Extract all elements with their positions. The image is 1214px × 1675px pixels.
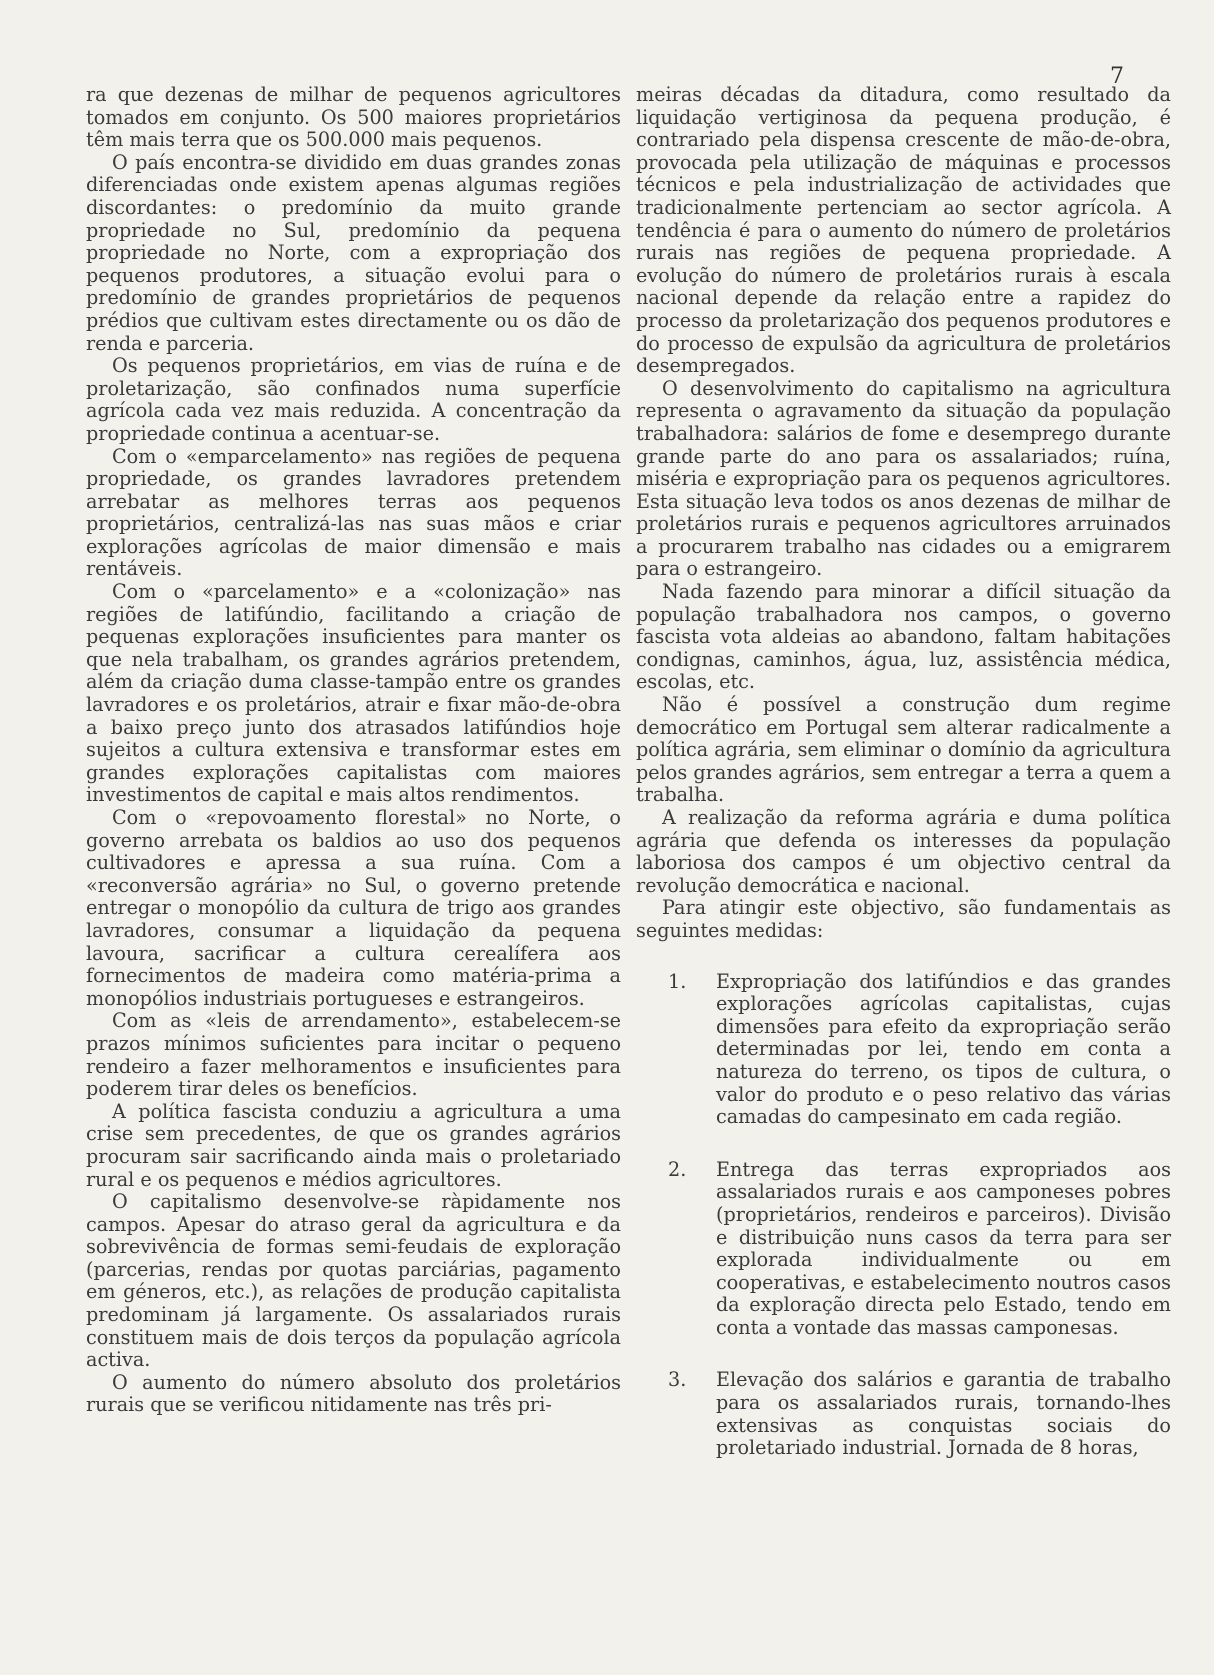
paragraph: O capitalismo desenvolve-se ràpidamente nos campos. Apesar do atraso geral da agricultura e da sobrevivência de formas semi-feudais de exploração (parcerias, rendas por quotas parciárias, pagamento em géneros, etc.), as relações de produção capitalista predominam já largamente. Os assalariados rurais constituem mais de dois terços da população agrícola activa. xyxy=(86,1190,621,1372)
page-number: 7 xyxy=(1110,64,1124,89)
paragraph: O desenvolvimento do capitalismo na agricultura representa o agravamento da situação da população trabalhadora: salários de fome e desemprego durante grande parte do ano para os assalariados; ruína, miséria e expropriação para os pequenos agricultores. Esta situação leva todos os anos dezenas de milhar de proletários rurais e pequenos agricultores arruinados a procurarem trabalho nas cidades ou a emigrarem para o estrangeiro. xyxy=(636,376,1171,581)
paragraph: ra que dezenas de milhar de pequenos agricultores tomados em conjunto. Os 500 maiores proprietários têm mais terra que os 500.000 mais pequenos. xyxy=(86,83,621,152)
paragraph: Com o «parcelamento» e a «colonização» nas regiões de latifúndio, facilitando a criação de pequenas explorações insuficientes para manter os que nela trabalham, os grandes agrários pretendem, além da criação duma classe-tampão entre os grandes lavradores e os proletários, atrair e fixar mão-de-obra a baixo preço junto dos atrasados latifúndios hoje sujeitos a cultura extensiva e transformar estes em grandes explorações capitalistas com maiores investimentos de capital e mais altos rendimentos. xyxy=(86,580,621,807)
paragraph: meiras décadas da ditadura, como resultado da liquidação vertiginosa da pequena produção, é contrariado pela dispensa crescente de mão-de-obra, provocada pela utilização de máquinas e processos técnicos e pela industrialização de actividades que tradicionalmente pertenciam ao sector agrícola. A tendência é para o aumento do número de proletários rurais nas regiões de pequena propriedade. A evolução do número de proletários rurais à escala nacional depende da relação entre a rapidez do processo da proletarização dos pequenos produtores e do processo de expulsão da agricultura de proletários desempregados. xyxy=(636,83,1171,378)
paragraph: Nada fazendo para minorar a difícil situação da população trabalhadora nos campos, o governo fascista vota aldeias ao abandono, faltam habitações condignas, caminhos, água, luz, assistência médica, escolas, etc. xyxy=(636,580,1171,694)
list-item xyxy=(636,971,1171,1129)
list-item-number: 2. xyxy=(668,1157,687,1181)
right-column xyxy=(636,84,1171,1490)
list-item-number: 1. xyxy=(668,969,687,993)
paragraph: O país encontra-se dividido em duas grandes zonas diferenciadas onde existem apenas algumas regiões discordantes: o predomínio da muito grande propriedade no Sul, predomínio da pequena propriedade no Norte, com a expropriação dos pequenos produtores, a situação evolui para o predomínio de grandes proprietários de pequenos prédios que cultivam estes directamente ou os dão de renda e parceria. xyxy=(86,150,621,355)
list-item-number: 3. xyxy=(668,1368,687,1392)
paragraph: Os pequenos proprietários, em vias de ruína e de proletarização, são confinados numa superfície agrícola cada vez mais reduzida. A concentração da propriedade continua a acentuar-se. xyxy=(86,354,621,445)
paragraph: Com as «leis de arrendamento», estabelecem-se prazos mínimos suficientes para incitar o pequeno rendeiro a fazer melhoramentos e insuficientes para poderem tirar deles os benefícios. xyxy=(86,1009,621,1101)
list-item xyxy=(636,1159,1171,1340)
paragraph: Com o «repovoamento florestal» no Norte, o governo arrebata os baldios ao uso dos pequenos cultivadores e apressa a sua ruína. Com a «reconversão agrária» no Sul, o governo pretende entregar o monopólio da cultura de trigo aos grandes lavradores, consumar a liquidação da pequena lavoura, sacrificar a cultura cerealífera aos fornecimentos de madeira como matéria-prima a monopólios industriais portugueses e estrangeiros. xyxy=(86,806,621,1010)
paragraph: Para atingir este objectivo, são fundamentais as seguintes medidas: xyxy=(636,896,1171,942)
list-item-text: Entrega das terras expropriados aos assalariados rurais e aos camponeses pobres (proprietários, rendeiros e parceiros). Divisão e distribuição nuns casos da terra para ser explorada individualmente ou em cooperativas, e estabelecimento noutros casos da exploração directa pelo Estado, tendo em conta a vontade das massas camponesas. xyxy=(716,1157,1171,1339)
paragraph: Não é possível a construção dum regime democrático em Portugal sem alterar radicalmente a política agrária, sem eliminar o domínio da agricultura pelos grandes agrários, sem entregar a terra a quem a trabalha. xyxy=(636,693,1171,807)
list-item-text: Elevação dos salários e garantia de trabalho para os assalariados rurais, tornando-lhes extensivas as conquistas sociais do proletariado industrial. Jornada de 8 horas, xyxy=(716,1368,1171,1460)
left-column xyxy=(86,84,621,1417)
list-item xyxy=(636,1369,1171,1459)
list-item-text: Expropriação dos latifúndios e das grandes explorações agrícolas capitalistas, cujas dimensões para efeito da expropriação serão determinadas por lei, tendo em conta a natureza do terreno, os tipos de cultura, o valor do produto e o peso relativo das várias camadas do campesinato em cada região. xyxy=(716,969,1171,1129)
measures-list xyxy=(636,971,1171,1460)
paragraph: A política fascista conduziu a agricultura a uma crise sem precedentes, de que os grandes agrários procuram sair sacrificando ainda mais o proletariado rural e os pequenos e médios agricultores. xyxy=(86,1099,621,1191)
paragraph: Com o «emparcelamento» nas regiões de pequena propriedade, os grandes lavradores pretendem arrebatar as melhores terras aos pequenos proprietários, centralizá-las nas suas mãos e criar explorações agrícolas de maior dimensão e mais rentáveis. xyxy=(86,444,621,581)
paragraph: O aumento do número absoluto dos proletários rurais que se verificou nitidamente nas três pri- xyxy=(86,1370,621,1417)
paragraph: A realização da reforma agrária e duma política agrária que defenda os interesses da população laboriosa dos campos é um objectivo central da revolução democrática e nacional. xyxy=(636,806,1171,897)
